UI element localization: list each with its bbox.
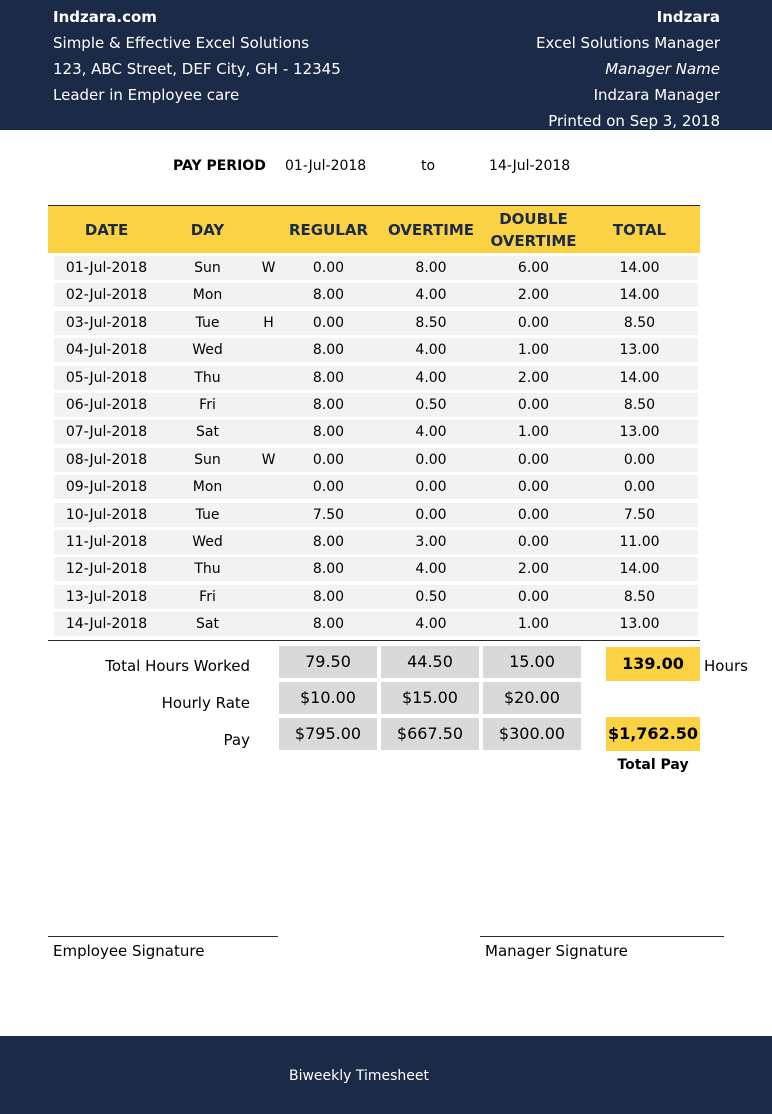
company-motto: Leader in Employee care (53, 86, 240, 104)
row-total: 8.50 (581, 393, 698, 417)
row-date: 03-Jul-2018 (54, 311, 159, 335)
row-total: 13.00 (581, 338, 698, 362)
row-day-flag (256, 530, 281, 554)
row-double-overtime: 0.00 (486, 530, 581, 554)
row-regular: 0.00 (281, 311, 376, 335)
table-row (48, 366, 700, 393)
table-row (48, 585, 700, 612)
row-day: Sat (159, 420, 256, 444)
row-date: 12-Jul-2018 (54, 557, 159, 581)
pay-period-to: 14-Jul-2018 (489, 158, 571, 174)
row-date: 10-Jul-2018 (54, 503, 159, 527)
table-row (48, 530, 700, 557)
row-double-overtime: 6.00 (486, 256, 581, 280)
row-overtime: 4.00 (376, 612, 486, 636)
row-regular: 8.00 (281, 530, 376, 554)
manager-company: Indzara (656, 8, 720, 26)
row-date: 01-Jul-2018 (54, 256, 159, 280)
header-date: DATE (84, 221, 129, 239)
total-hours-double: 15.00 (483, 646, 581, 678)
row-date: 09-Jul-2018 (54, 475, 159, 499)
row-regular: 8.00 (281, 420, 376, 444)
row-day: Wed (159, 530, 256, 554)
pay-regular: $795.00 (279, 718, 377, 750)
row-overtime: 0.00 (376, 475, 486, 499)
row-day-flag: W (256, 256, 281, 280)
row-double-overtime: 2.00 (486, 366, 581, 390)
row-double-overtime: 0.00 (486, 503, 581, 527)
table-row (48, 503, 700, 530)
row-overtime: 3.00 (376, 530, 486, 554)
total-hours-overtime: 44.50 (381, 646, 479, 678)
header-double-line2: OVERTIME (490, 232, 577, 250)
row-date: 02-Jul-2018 (54, 283, 159, 307)
row-date: 08-Jul-2018 (54, 448, 159, 472)
header-day: DAY (190, 221, 225, 239)
row-double-overtime: 2.00 (486, 283, 581, 307)
header-overtime: OVERTIME (387, 221, 475, 239)
row-day-flag: H (256, 311, 281, 335)
row-day: Mon (159, 283, 256, 307)
table-row (48, 557, 700, 584)
table-row (48, 612, 700, 639)
header-regular: REGULAR (288, 221, 368, 239)
row-overtime: 0.50 (376, 393, 486, 417)
row-total: 8.50 (581, 585, 698, 609)
hourly-rate-label: Hourly Rate (161, 694, 250, 712)
table-row (48, 311, 700, 338)
row-regular: 8.00 (281, 393, 376, 417)
employee-signature-label: Employee Signature (53, 942, 205, 960)
manager-role: Excel Solutions Manager (536, 34, 720, 52)
row-overtime: 0.50 (376, 585, 486, 609)
row-day: Sun (159, 256, 256, 280)
manager-signature-line (480, 936, 724, 937)
total-pay-value: $1,762.50 (606, 717, 700, 751)
row-day: Tue (159, 311, 256, 335)
pay-period-label: PAY PERIOD (173, 158, 266, 174)
row-overtime: 4.00 (376, 338, 486, 362)
row-day: Sat (159, 612, 256, 636)
table-row (48, 448, 700, 475)
table-bottom-border (48, 640, 700, 641)
row-day-flag (256, 612, 281, 636)
manager-name: Indzara Manager (593, 86, 720, 104)
row-day-flag (256, 366, 281, 390)
row-total: 13.00 (581, 612, 698, 636)
row-date: 06-Jul-2018 (54, 393, 159, 417)
row-regular: 8.00 (281, 612, 376, 636)
total-pay-label: Total Pay (617, 757, 689, 773)
hours-unit: Hours (704, 657, 748, 675)
rate-double: $20.00 (483, 682, 581, 714)
row-date: 13-Jul-2018 (54, 585, 159, 609)
row-regular: 8.00 (281, 338, 376, 362)
row-double-overtime: 0.00 (486, 475, 581, 499)
total-hours-grand: 139.00 (606, 647, 700, 681)
row-overtime: 4.00 (376, 557, 486, 581)
row-overtime: 4.00 (376, 366, 486, 390)
row-date: 11-Jul-2018 (54, 530, 159, 554)
row-regular: 8.00 (281, 557, 376, 581)
row-day: Fri (159, 393, 256, 417)
pay-overtime: $667.50 (381, 718, 479, 750)
rate-regular: $10.00 (279, 682, 377, 714)
row-day-flag: W (256, 448, 281, 472)
row-total: 14.00 (581, 557, 698, 581)
row-double-overtime: 0.00 (486, 448, 581, 472)
row-day: Fri (159, 585, 256, 609)
row-total: 13.00 (581, 420, 698, 444)
row-regular: 8.00 (281, 585, 376, 609)
row-day: Thu (159, 366, 256, 390)
row-day-flag (256, 338, 281, 362)
footer-title: Biweekly Timesheet (288, 1068, 430, 1084)
row-overtime: 8.00 (376, 256, 486, 280)
row-total: 14.00 (581, 366, 698, 390)
table-row (48, 420, 700, 447)
row-total: 0.00 (581, 475, 698, 499)
pay-period (0, 158, 772, 180)
row-regular: 0.00 (281, 475, 376, 499)
row-double-overtime: 0.00 (486, 311, 581, 335)
table-header (48, 205, 700, 253)
row-date: 07-Jul-2018 (54, 420, 159, 444)
row-double-overtime: 1.00 (486, 612, 581, 636)
row-total: 14.00 (581, 283, 698, 307)
row-overtime: 0.00 (376, 503, 486, 527)
row-overtime: 4.00 (376, 283, 486, 307)
pay-period-to-label: to (421, 158, 436, 174)
row-date: 05-Jul-2018 (54, 366, 159, 390)
table-row (48, 256, 700, 283)
row-total: 14.00 (581, 256, 698, 280)
header-double-line1: DOUBLE (499, 210, 568, 228)
table-row (48, 475, 700, 502)
table-row (48, 283, 700, 310)
header-total: TOTAL (612, 221, 667, 239)
row-day: Thu (159, 557, 256, 581)
row-total: 8.50 (581, 311, 698, 335)
row-overtime: 8.50 (376, 311, 486, 335)
row-overtime: 4.00 (376, 420, 486, 444)
row-regular: 8.00 (281, 366, 376, 390)
total-hours-regular: 79.50 (279, 646, 377, 678)
row-day-flag (256, 585, 281, 609)
company-name: Indzara.com (53, 8, 157, 26)
row-day-flag (256, 557, 281, 581)
row-day-flag (256, 420, 281, 444)
header (0, 0, 772, 130)
row-date: 14-Jul-2018 (54, 612, 159, 636)
row-day-flag (256, 503, 281, 527)
row-total: 7.50 (581, 503, 698, 527)
header-double-overtime (486, 206, 581, 254)
row-double-overtime: 2.00 (486, 557, 581, 581)
company-tagline: Simple & Effective Excel Solutions (53, 34, 310, 52)
row-total: 11.00 (581, 530, 698, 554)
row-regular: 0.00 (281, 448, 376, 472)
pay-double: $300.00 (483, 718, 581, 750)
pay-period-from: 01-Jul-2018 (285, 158, 367, 174)
footer (0, 1036, 772, 1114)
row-day: Tue (159, 503, 256, 527)
row-regular: 0.00 (281, 256, 376, 280)
row-double-overtime: 1.00 (486, 338, 581, 362)
row-overtime: 0.00 (376, 448, 486, 472)
row-regular: 8.00 (281, 283, 376, 307)
row-date: 04-Jul-2018 (54, 338, 159, 362)
manager-info (536, 4, 720, 134)
row-day-flag (256, 475, 281, 499)
pay-label: Pay (223, 731, 250, 749)
row-double-overtime: 1.00 (486, 420, 581, 444)
row-day: Sun (159, 448, 256, 472)
row-regular: 7.50 (281, 503, 376, 527)
manager-signature-label: Manager Signature (485, 942, 628, 960)
company-info (53, 4, 341, 108)
table-row (48, 393, 700, 420)
printed-date: Printed on Sep 3, 2018 (548, 112, 720, 130)
company-address: 123, ABC Street, DEF City, GH - 12345 (53, 60, 341, 78)
row-day: Mon (159, 475, 256, 499)
table-row (48, 338, 700, 365)
row-double-overtime: 0.00 (486, 393, 581, 417)
total-hours-label: Total Hours Worked (105, 657, 250, 675)
manager-name-label: Manager Name (605, 60, 720, 78)
row-day: Wed (159, 338, 256, 362)
row-day-flag (256, 283, 281, 307)
row-total: 0.00 (581, 448, 698, 472)
row-double-overtime: 0.00 (486, 585, 581, 609)
row-day-flag (256, 393, 281, 417)
rate-overtime: $15.00 (381, 682, 479, 714)
employee-signature-line (48, 936, 278, 937)
